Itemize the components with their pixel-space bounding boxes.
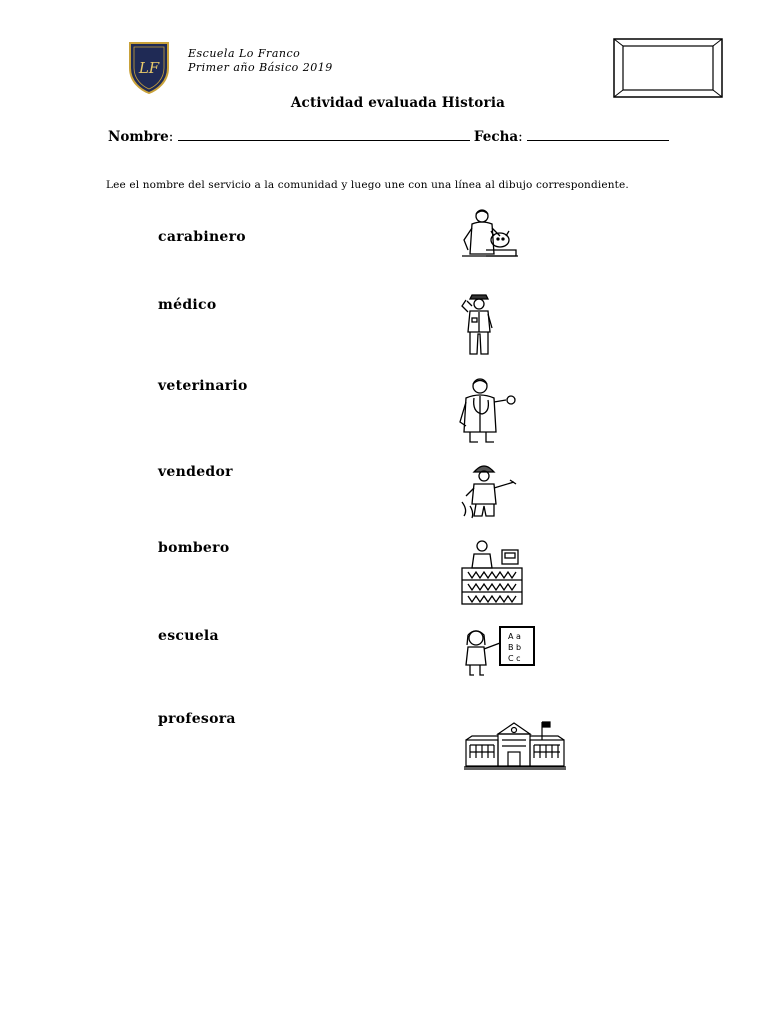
- blackboard-row-3: C c: [508, 654, 521, 663]
- date-field[interactable]: [527, 130, 669, 141]
- date-label: Fecha: [473, 129, 519, 145]
- word-escuela: escuela: [158, 628, 219, 644]
- veterinarian-with-dog-icon: [458, 206, 520, 260]
- grade-year: Primer año Básico 2019: [188, 61, 333, 74]
- police-officer-saluting-icon: [458, 292, 500, 358]
- grade-box: [613, 38, 723, 98]
- svg-text:LF: LF: [138, 59, 160, 77]
- school-name: Escuela Lo Franco: [188, 47, 301, 60]
- word-profesora: profesora: [158, 711, 236, 727]
- word-veterinario: veterinario: [158, 378, 248, 394]
- word-medico: médico: [158, 297, 217, 313]
- blackboard-row-1: A a: [508, 632, 521, 641]
- school-info: [188, 47, 333, 75]
- instructions: Lee el nombre del servicio a la comunidad y luego une con una línea al dibujo correspondiente.: [106, 179, 629, 191]
- name-field[interactable]: [178, 130, 470, 141]
- word-bombero: bombero: [158, 540, 230, 556]
- doctor-with-stethoscope-icon: [456, 376, 522, 446]
- name-date-line: Nombre: Fecha:: [108, 129, 669, 145]
- word-vendedor: vendedor: [158, 464, 233, 480]
- teacher-at-blackboard-icon: [458, 625, 536, 677]
- school-crest-icon: [127, 40, 171, 94]
- school-building-icon: [464, 720, 566, 770]
- page-title: Actividad evaluada Historia: [290, 95, 506, 111]
- market-vendor-icon: [460, 538, 524, 608]
- firefighter-with-hose-icon: [458, 462, 518, 520]
- word-carabinero: carabinero: [158, 229, 246, 245]
- name-label: Nombre: [108, 129, 169, 145]
- blackboard-row-2: B b: [508, 643, 522, 652]
